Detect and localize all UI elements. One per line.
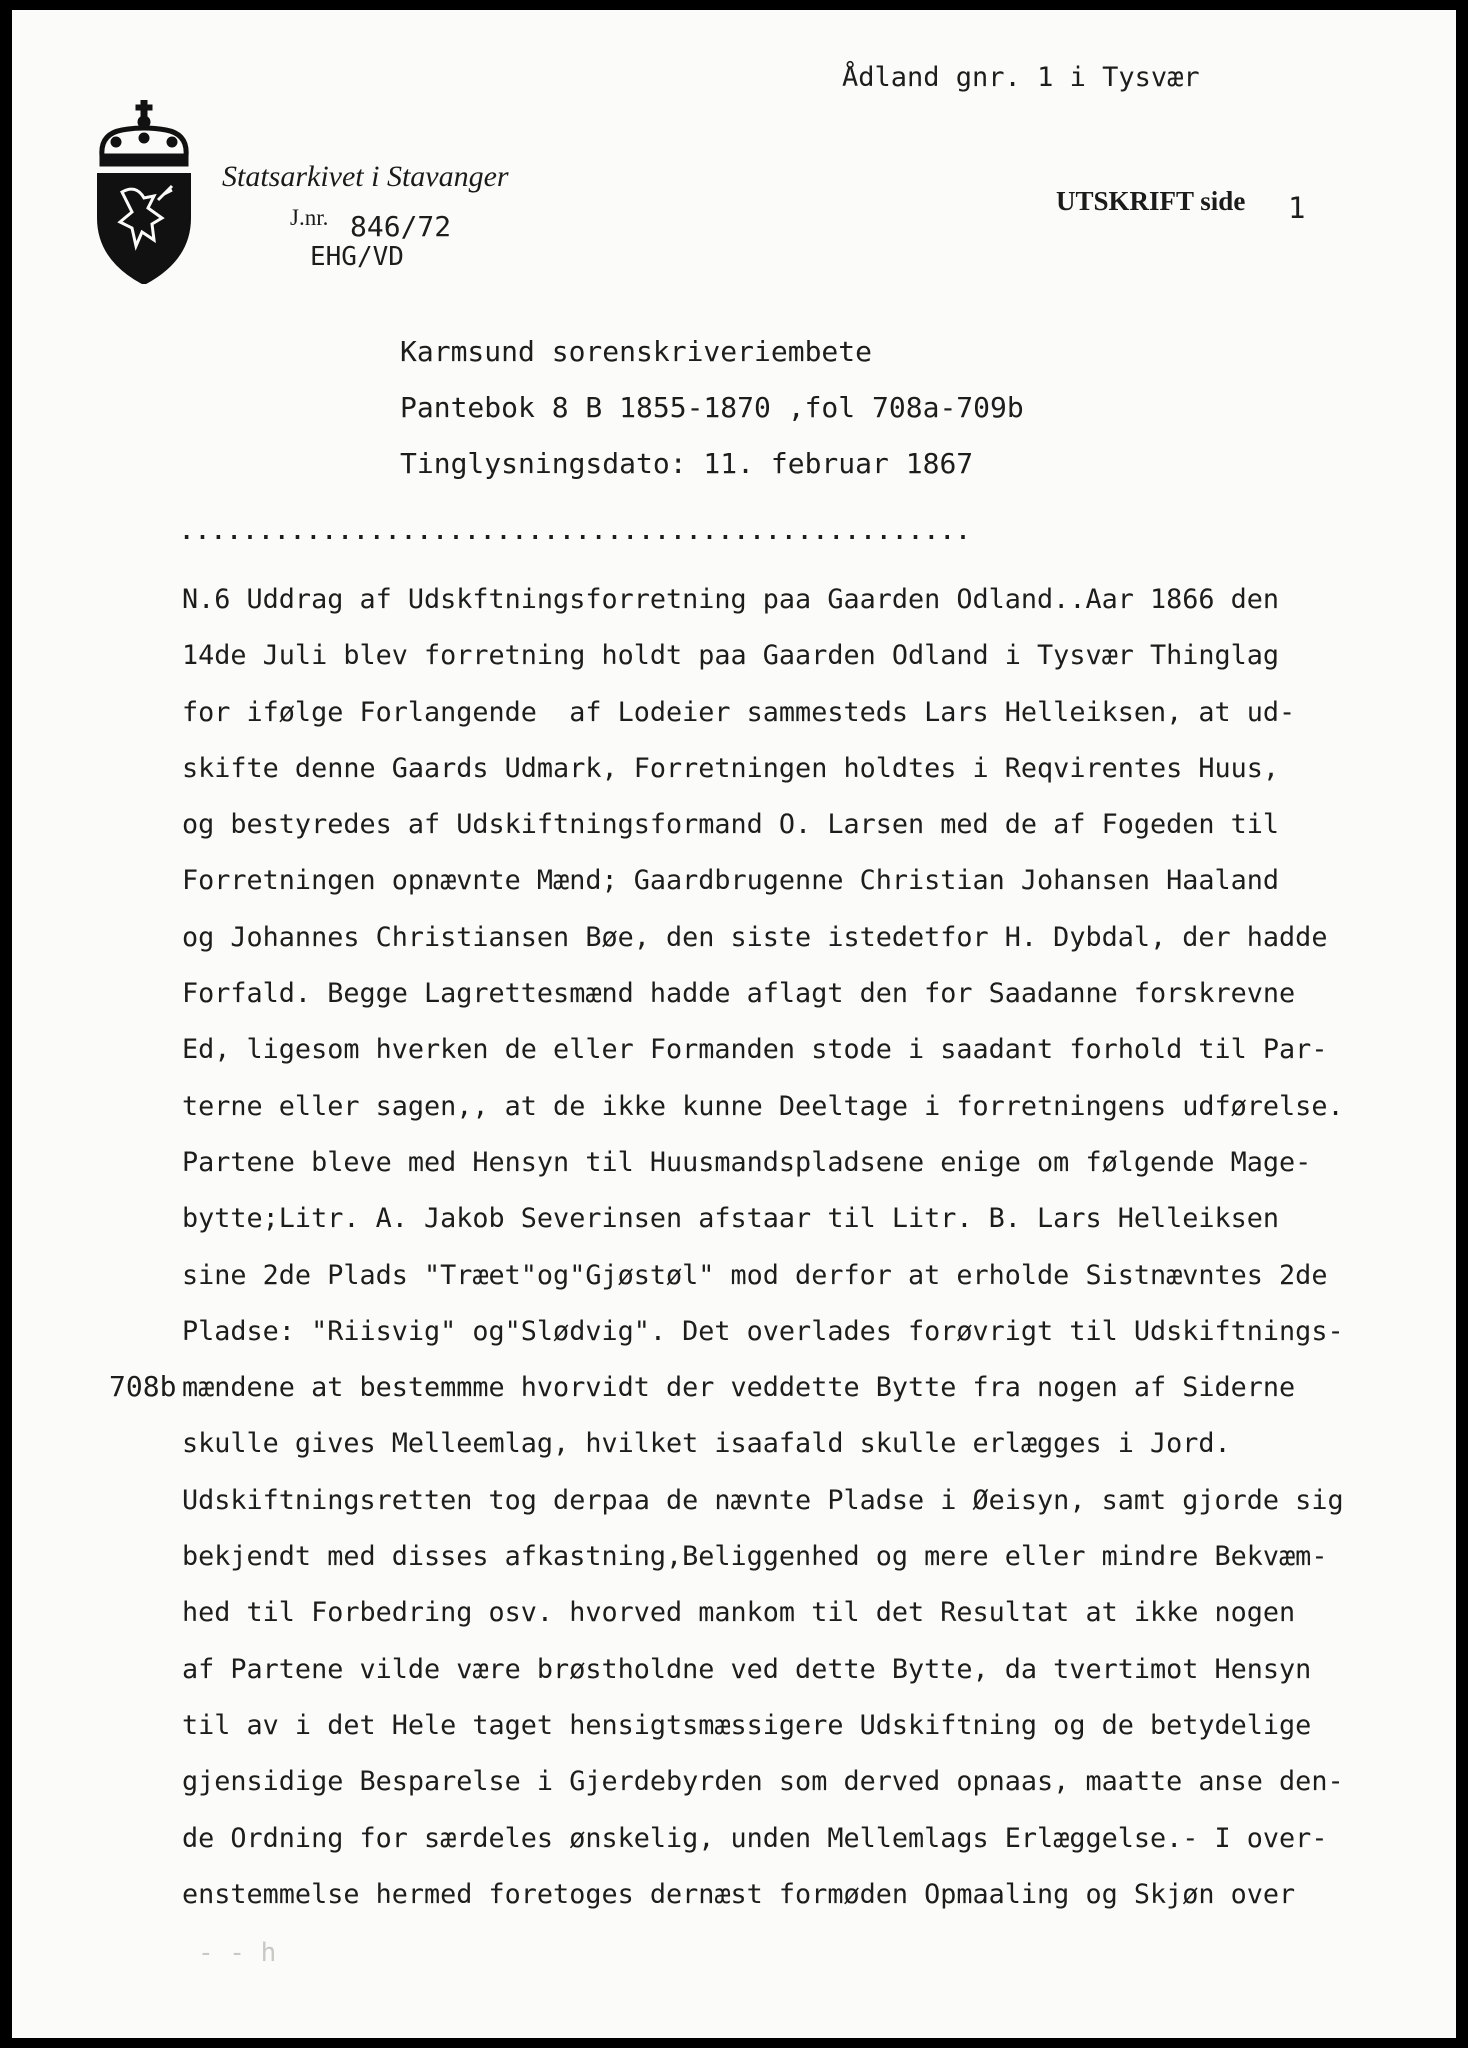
text-line: Partene bleve med Hensyn til Huusmandspladsene enige om følgende Mage- — [182, 1146, 1312, 1178]
text-line: skulle gives Melleemlag, hvilket isaafald skulle erlægges i Jord. — [182, 1428, 1231, 1460]
text-line: skifte denne Gaards Udmark, Forretningen holdtes i Reqvirentes Huus, — [182, 752, 1280, 784]
utskrift-label: UTSKRIFT side — [1056, 186, 1246, 216]
text-line: bytte;Litr. A. Jakob Severinsen afstaar til Litr. B. Lars Helleiksen — [182, 1203, 1280, 1235]
transcript-body — [182, 572, 1344, 1923]
text-line: N.6 Uddrag af Udskftningsforretning paa Gaarden Odland..Aar 1866 den — [182, 584, 1280, 615]
journal-number: 846/72 — [350, 210, 452, 243]
text-line: terne eller sagen,, at de ikke kunne Deeltage i forretningens udførelse. — [182, 1090, 1344, 1122]
margin-folio-note: 708b — [109, 1370, 177, 1403]
registration-date: Tinglysningsdato: 11. februar 1867 — [400, 447, 974, 480]
source-office: Karmsund sorenskriveriembete — [400, 335, 873, 368]
coat-of-arms-icon — [92, 100, 196, 284]
faint-handwriting: - - h — [198, 1938, 277, 1968]
text-line: hed til Forbedring osv. hvorved mankom til det Resultat at ikke nogen — [182, 1597, 1296, 1629]
text-line: af Partene vilde være brøstholdne ved dette Bytte, da tvertimot Hensyn — [182, 1653, 1312, 1685]
text-line: Ed, ligesom hverken de eller Formanden stode i saadant forhold til Par- — [182, 1034, 1328, 1066]
document-page — [12, 10, 1456, 2038]
text-line: Forretningen opnævnte Mænd; Gaardbrugenne Christian Johansen Haaland — [182, 865, 1280, 897]
journal-number-label: J.nr. — [290, 205, 329, 230]
page-number: 1 — [1288, 191, 1306, 225]
text-line: til av i det Hele taget hensigtsmæssigere Udskiftning og de betydelige — [182, 1709, 1312, 1741]
text-line: 14de Juli blev forretning holdt paa Gaarden Odland i Tysvær Thinglag — [182, 640, 1280, 672]
archive-name: Statsarkivet i Stavanger — [222, 160, 509, 193]
text-line: de Ordning for særdeles ønskelig, unden Mellemlags Erlæggelse.- I over- — [182, 1822, 1328, 1854]
text-line: enstemmelse hermed foretoges dernæst formøden Opmaaling og Skjøn over — [182, 1878, 1296, 1910]
text-line: Pladse: "Riisvig" og"Slødvig". Det overlades forøvrigt til Udskiftnings- — [182, 1315, 1344, 1347]
text-line: for ifølge Forlangende af Lodeier sammesteds Lars Helleiksen, at ud- — [182, 696, 1296, 728]
text-line: sine 2de Plads "Træet"og"Gjøstøl" mod derfor at erholde Sistnævntes 2de — [182, 1259, 1328, 1291]
dotted-separator: .................................................. — [180, 520, 973, 545]
source-book: Pantebok 8 B 1855-1870 ,fol 708a-709b — [400, 391, 1024, 424]
text-line: og bestyredes af Udskiftningsformand O. Larsen med de af Fogeden til — [182, 809, 1280, 841]
property-reference: Ådland gnr. 1 i Tysvær — [842, 62, 1200, 93]
text-line: mændene at bestemmme hvorvidt der veddette Bytte fra nogen af Siderne — [182, 1372, 1296, 1404]
text-line: og Johannes Christiansen Bøe, den siste istedetfor H. Dybdal, der hadde — [182, 921, 1328, 953]
text-line: Udskiftningsretten tog derpaa de nævnte Pladse i Øeisyn, samt gjorde sig — [182, 1484, 1344, 1516]
text-line: bekjendt med disses afkastning,Beliggenhed og mere eller mindre Bekvæm- — [182, 1541, 1328, 1573]
text-line: Forfald. Begge Lagrettesmænd hadde aflagt den for Saadanne forskrevne — [182, 978, 1296, 1010]
case-signature: EHG/VD — [310, 242, 404, 272]
text-line: gjensidige Besparelse i Gjerdebyrden som derved opnaas, maatte anse den- — [182, 1766, 1344, 1798]
